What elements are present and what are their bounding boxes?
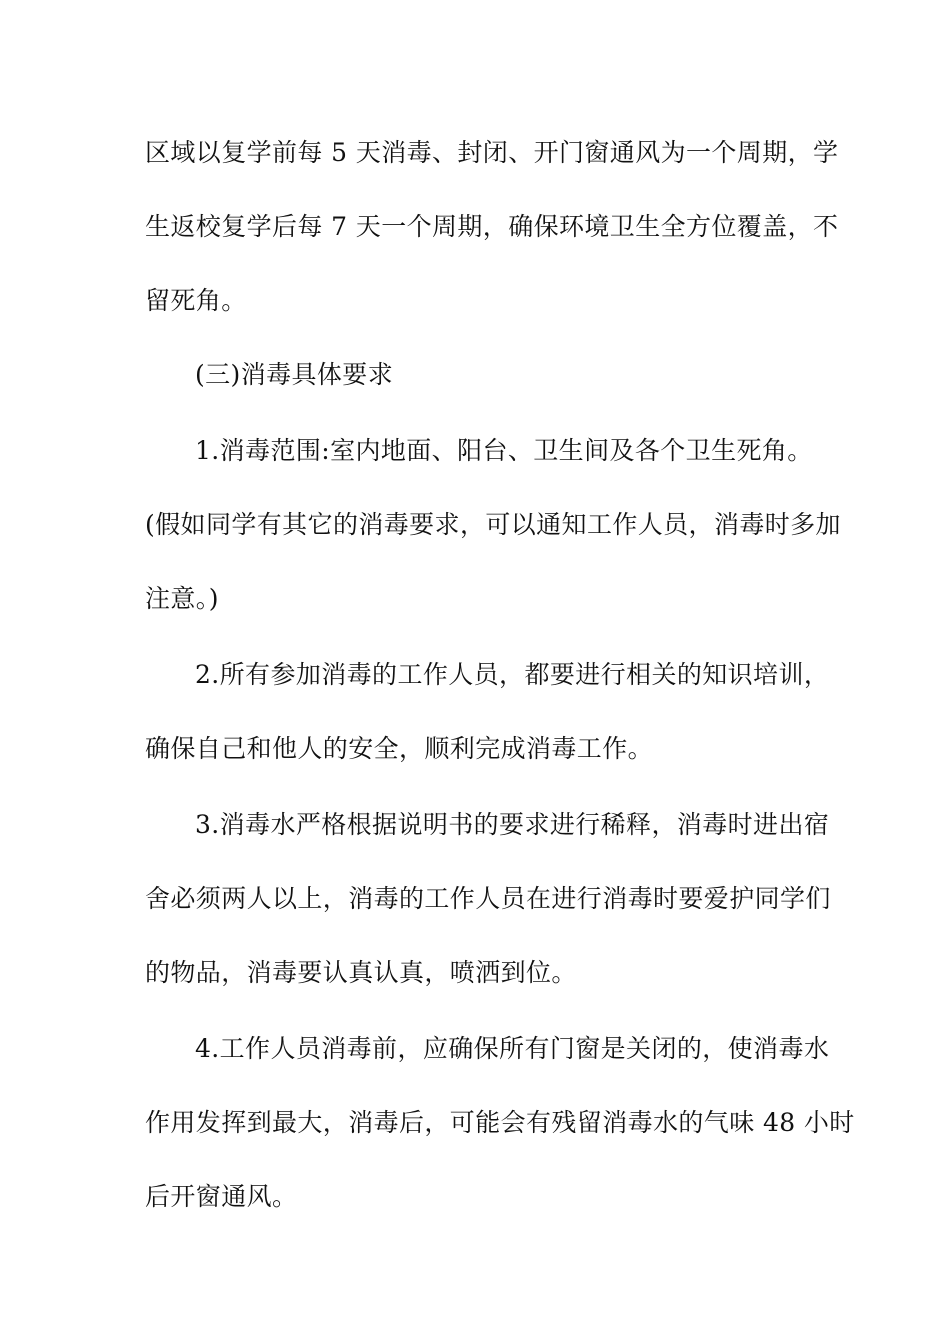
paragraph-line: 4.工作人员消毒前，应确保所有门窗是关闭的，使消毒水 <box>195 1034 830 1063</box>
paragraph-line: 后开窗通风。 <box>145 1182 298 1211</box>
paragraph-line: 作用发挥到最大，消毒后，可能会有残留消毒水的气味 48 小时 <box>145 1108 855 1137</box>
paragraph-line: 确保自己和他人的安全，顺利完成消毒工作。 <box>145 734 654 763</box>
paragraph-line: 区域以复学前每 5 天消毒、封闭、开门窗通风为一个周期，学 <box>145 138 839 167</box>
section-heading: (三)消毒具体要求 <box>195 360 394 389</box>
paragraph-line: 2.所有参加消毒的工作人员，都要进行相关的知识培训， <box>195 660 830 689</box>
paragraph-line: 生返校复学后每 7 天一个周期，确保环境卫生全方位覆盖，不 <box>145 212 839 241</box>
paragraph-line: 舍必须两人以上，消毒的工作人员在进行消毒时要爱护同学们 <box>145 884 831 913</box>
paragraph-line: 1.消毒范围:室内地面、阳台、卫生间及各个卫生死角。 <box>195 436 813 465</box>
paragraph-line: 的物品，消毒要认真认真，喷洒到位。 <box>145 958 577 987</box>
paragraph-line: (假如同学有其它的消毒要求，可以通知工作人员，消毒时多加 <box>145 510 841 539</box>
paragraph-line: 3.消毒水严格根据说明书的要求进行稀释，消毒时进出宿 <box>195 810 830 839</box>
paragraph-line: 注意。) <box>145 584 219 613</box>
paragraph-line: 留死角。 <box>145 286 247 315</box>
